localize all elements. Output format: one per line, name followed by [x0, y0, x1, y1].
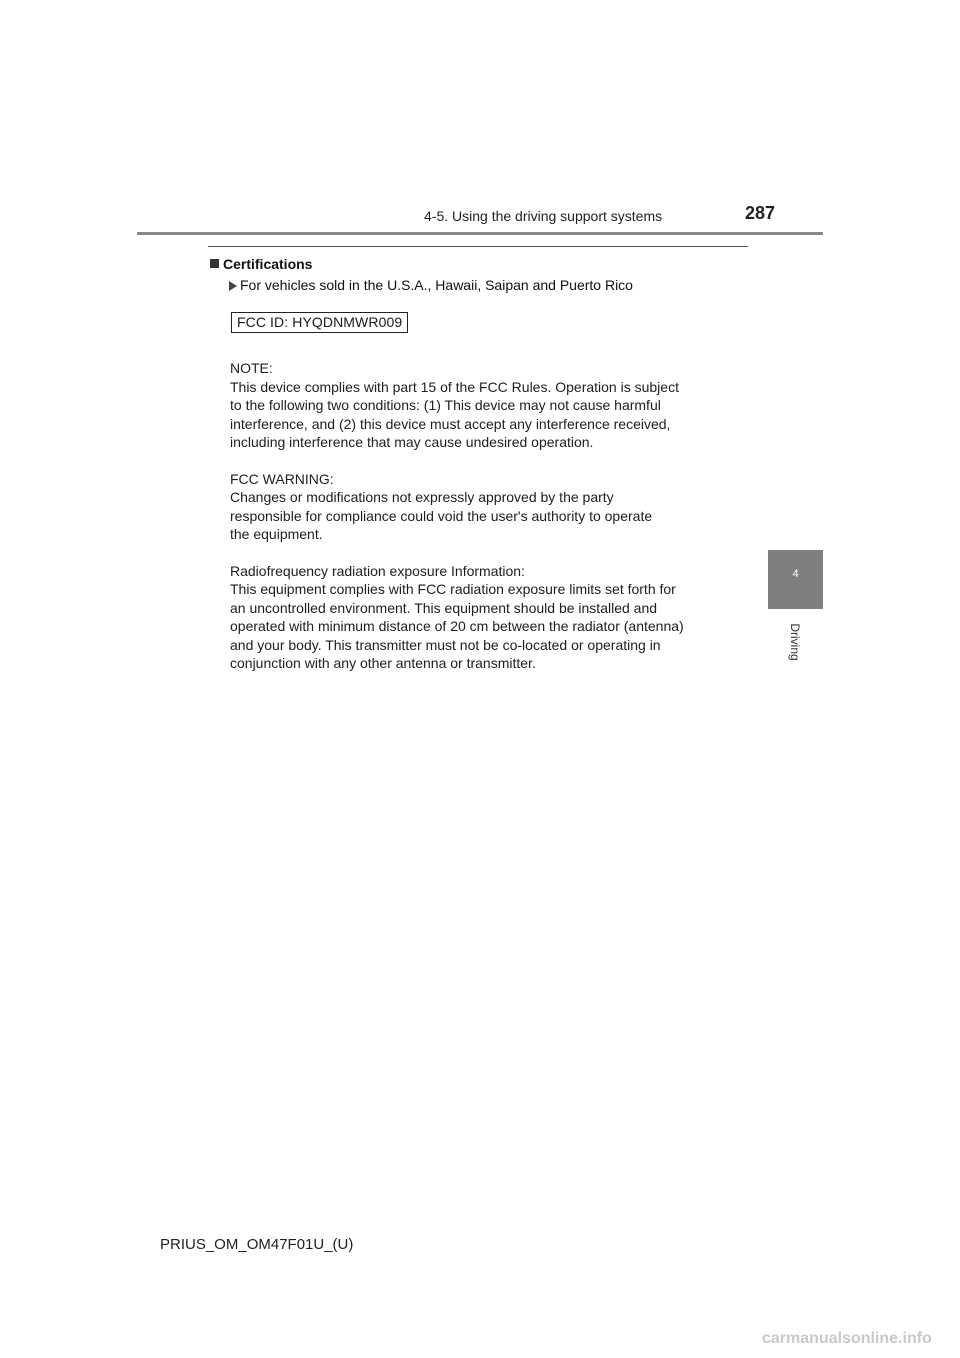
fcc-notice: [230, 359, 750, 691]
watermark: carmanualsonline.info: [762, 1330, 932, 1347]
note-line: interference, and (2) this device must accept any interference received,: [230, 415, 671, 432]
radiation-line: conjunction with any other antenna or transmitter.: [230, 655, 536, 671]
square-bullet-icon: [210, 259, 219, 268]
radiation-heading: Radiofrequency radiation exposure Information:: [230, 562, 525, 579]
radiation-paragraph: [230, 562, 750, 673]
note-heading: NOTE:: [230, 360, 273, 376]
document-code: PRIUS_OM_OM47F01U_(U): [160, 1236, 354, 1253]
region-bullet-text: For vehicles sold in the U.S.A., Hawaii, Saipan and Puerto Rico: [240, 277, 633, 293]
header-section-title: 4-5. Using the driving support systems: [424, 208, 663, 224]
note-paragraph: [230, 359, 750, 452]
radiation-line: operated with minimum distance of 20 cm between the radiator (antenna): [230, 618, 684, 634]
chapter-label: Driving: [788, 623, 802, 661]
warning-line: responsible for compliance could void the user's authority to operate: [230, 507, 653, 524]
warning-paragraph: [230, 470, 750, 544]
radiation-line: an uncontrolled environment. This equipment should be installed and: [230, 599, 658, 616]
chapter-number: 4: [792, 568, 799, 580]
header-divider: [137, 232, 823, 235]
section-title: [210, 256, 312, 272]
chapter-tab: [768, 550, 823, 609]
note-line: including interference that may cause undesired operation.: [230, 434, 594, 450]
content-divider: [208, 246, 748, 247]
region-bullet: [229, 277, 633, 293]
page-number: 287: [745, 203, 776, 223]
radiation-line: This equipment complies with FCC radiation exposure limits set forth for: [230, 581, 676, 597]
radiation-line: and your body. This transmitter must not be co-located or operating in: [230, 636, 661, 653]
warning-line: the equipment.: [230, 526, 323, 542]
fcc-id-label: FCC ID: HYQDNMWR009: [231, 312, 408, 333]
section-title-text: Certifications: [223, 256, 313, 272]
triangle-arrow-icon: [229, 281, 237, 291]
warning-heading: FCC WARNING:: [230, 470, 334, 487]
note-line: This device complies with part 15 of the FCC Rules. Operation is subject: [230, 378, 679, 395]
warning-line: Changes or modifications not expressly approved by the party: [230, 489, 614, 505]
note-line: to the following two conditions: (1) This device may not cause harmful: [230, 397, 661, 413]
